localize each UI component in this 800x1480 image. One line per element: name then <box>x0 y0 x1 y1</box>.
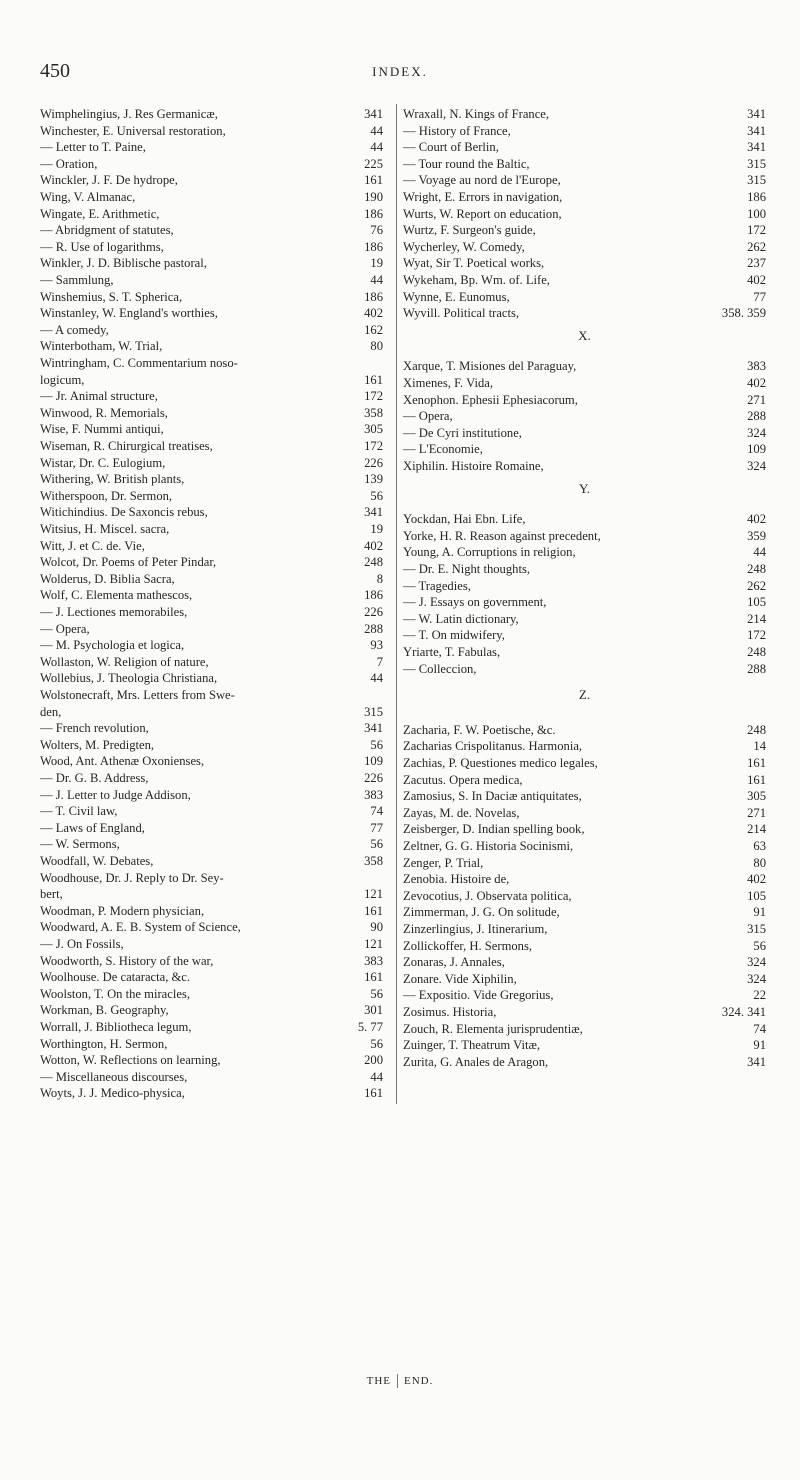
entry-text: — T. On midwifery, <box>403 628 505 643</box>
entry-page: 358 <box>364 405 383 420</box>
entry-text: logicum, <box>40 372 85 387</box>
entry-text: Woodman, P. Modern physician, <box>40 903 205 918</box>
index-entry <box>40 1083 390 1103</box>
entry-text: Wyvill. Political tracts, <box>403 306 520 321</box>
entry-page: 161 <box>364 173 383 188</box>
entry-text: — J. Letter to Judge Addison, <box>40 787 191 802</box>
entry-page: 109 <box>747 442 766 457</box>
entry-text: Zeisberger, D. Indian spelling book, <box>403 822 585 837</box>
end-end: END. <box>404 1374 434 1387</box>
entry-text: Withering, W. British plants, <box>40 472 185 487</box>
entry-page: 14 <box>753 739 766 754</box>
entry-page: 315 <box>747 922 766 936</box>
entry-page: 226 <box>364 455 383 470</box>
entry-page: 383 <box>747 359 766 374</box>
entry-page: 44 <box>753 545 766 560</box>
entry-text: Wiseman, R. Chirurgical treatises, <box>40 439 213 453</box>
page-header <box>40 60 760 92</box>
entry-page: 288 <box>364 621 383 636</box>
entry-page: 341 <box>364 721 383 736</box>
running-head: INDEX. <box>372 64 428 79</box>
entry-text: Zurita, G. Anales de Aragon, <box>403 1054 549 1069</box>
entry-page: 341 <box>747 107 766 121</box>
entry-page: 324. 341 <box>721 1005 766 1019</box>
entry-text: Yockdan, Hai Ebn. Life, <box>403 512 526 527</box>
entry-page: 77 <box>753 289 766 304</box>
entry-page: 248 <box>747 562 766 576</box>
entry-page: 225 <box>364 156 383 171</box>
entry-page: 383 <box>364 953 383 968</box>
entry-page: 324 <box>747 971 766 986</box>
entry-page: 341 <box>364 107 383 121</box>
entry-text: Zacharias Crispolitanus. Harmonia, <box>403 739 583 754</box>
entry-text: Winterbotham, W. Trial, <box>40 339 163 354</box>
entry-page: 200 <box>364 1053 383 1068</box>
entry-text: Winstanley, W. England's worthies, <box>40 306 218 321</box>
entry-text: — Letter to T. Paine, <box>40 140 146 155</box>
entry-text: — Tour round the Baltic, <box>403 156 530 171</box>
entry-page: 237 <box>747 256 766 271</box>
entry-text: Zosimus. Historia, <box>403 1005 497 1019</box>
entry-text: Witherspoon, Dr. Sermon, <box>40 488 173 503</box>
entry-text: Wimphelingius, J. Res Germanicæ, <box>40 107 218 121</box>
index-entry <box>403 1052 766 1072</box>
entry-page: 44 <box>370 140 383 155</box>
entry-page: 402 <box>364 538 383 553</box>
entry-page: 161 <box>364 903 383 918</box>
entry-page: 214 <box>747 611 766 626</box>
entry-text: — French revolution, <box>40 721 149 736</box>
entry-page: 19 <box>370 256 383 271</box>
entry-text: Woodhouse, Dr. J. Reply to Dr. Sey- <box>40 870 224 885</box>
entry-page: 359 <box>747 528 766 543</box>
entry-page: 214 <box>747 822 766 837</box>
entry-page: 402 <box>747 512 766 527</box>
entry-page: 161 <box>747 772 766 787</box>
entry-text: Wise, F. Nummi antiqui, <box>40 422 164 437</box>
entry-page: 341 <box>747 123 766 138</box>
entry-text: bert, <box>40 887 63 902</box>
entry-text: — Opera, <box>403 409 453 424</box>
section-letter: X. <box>578 327 591 343</box>
entry-text: Zonare. Vide Xiphilin, <box>403 971 517 986</box>
entry-page: 315 <box>747 156 766 171</box>
entry-page: 172 <box>747 628 766 643</box>
entry-page: 56 <box>753 938 766 953</box>
entry-page: 358. 359 <box>721 306 766 321</box>
entry-text: — Dr. G. B. Address, <box>40 771 149 785</box>
column-divider <box>396 104 397 1104</box>
entry-text: Zuinger, T. Theatrum Vitæ, <box>403 1038 541 1053</box>
entry-page: 226 <box>364 605 383 619</box>
entry-text: Wistar, Dr. C. Eulogium, <box>40 455 166 470</box>
entry-text: Winchester, E. Universal restoration, <box>40 123 226 138</box>
entry-page: 186 <box>364 588 383 603</box>
entry-page: 248 <box>747 722 766 737</box>
entry-text: Wolters, M. Predigten, <box>40 737 155 752</box>
entry-text: Zouch, R. Elementa jurisprudentiæ, <box>403 1021 583 1036</box>
entry-text: Zonaras, J. Annales, <box>403 955 505 970</box>
entry-page: 315 <box>747 173 766 188</box>
entry-text: Wurts, W. Report on education, <box>403 206 562 221</box>
entry-page: 172 <box>364 389 383 404</box>
entry-page: 248 <box>747 645 766 659</box>
entry-text: — L'Economie, <box>403 442 483 457</box>
entry-text: — Abridgment of statutes, <box>40 223 174 238</box>
entry-page: 105 <box>747 595 766 610</box>
entry-page: 305 <box>747 789 766 804</box>
entry-page: 324 <box>747 459 766 473</box>
entry-page: 305 <box>364 422 383 437</box>
entry-text: — Oration, <box>40 156 98 171</box>
entry-page: 288 <box>747 661 766 676</box>
entry-page: 271 <box>747 805 766 820</box>
entry-text: Wraxall, N. Kings of France, <box>403 107 550 121</box>
entry-text: Wolf, C. Elementa mathescos, <box>40 588 193 603</box>
entry-text: — Voyage au nord de l'Europe, <box>403 173 561 188</box>
entry-text: Workman, B. Geography, <box>40 1003 169 1018</box>
entry-text: — Tragedies, <box>403 578 471 593</box>
entry-page: 7 <box>376 654 383 669</box>
entry-page: 186 <box>364 289 383 304</box>
entry-page: 44 <box>370 273 383 287</box>
entry-page: 341 <box>747 140 766 155</box>
entry-text: Yriarte, T. Fabulas, <box>403 645 501 659</box>
entry-text: Zevocotius, J. Observata politica, <box>403 888 572 903</box>
entry-text: Winkler, J. D. Biblische pastoral, <box>40 256 207 271</box>
entry-text: Wood, Ant. Athenæ Oxonienses, <box>40 754 205 769</box>
entry-page: 402 <box>364 306 383 321</box>
entry-text: Zenger, P. Trial, <box>403 855 484 870</box>
entry-text: — De Cyri institutione, <box>403 425 522 440</box>
entry-page: 315 <box>364 704 383 719</box>
entry-text: Zimmerman, J. G. On solitude, <box>403 905 560 920</box>
entry-text: — A comedy, <box>40 322 109 337</box>
page-number: 450 <box>40 60 70 82</box>
entry-text: — M. Psychologia et logica, <box>40 638 185 653</box>
entry-text: — Dr. E. Night thoughts, <box>403 562 530 576</box>
entry-page: 248 <box>364 555 383 570</box>
entry-page: 172 <box>364 439 383 453</box>
entry-text: Zayas, M. de. Novelas, <box>403 805 520 820</box>
entry-page: 271 <box>747 392 766 407</box>
entry-page: 109 <box>364 754 383 769</box>
entry-text: Zollickoffer, H. Sermons, <box>403 938 533 953</box>
entry-text: Wotton, W. Reflections on learning, <box>40 1053 221 1068</box>
index-columns <box>40 104 766 1104</box>
entry-page: 341 <box>364 505 383 520</box>
entry-page: 161 <box>364 970 383 985</box>
entry-text: Wright, E. Errors in navigation, <box>403 190 563 204</box>
entry-text: Wyat, Sir T. Poetical works, <box>403 256 545 271</box>
entry-page: 76 <box>370 223 383 238</box>
entry-page: 358 <box>364 854 383 868</box>
entry-page: 80 <box>753 855 766 870</box>
entry-page: 90 <box>370 920 383 935</box>
entry-page: 262 <box>747 578 766 593</box>
entry-page: 56 <box>370 837 383 852</box>
entry-text: Woodward, A. E. B. System of Science, <box>40 920 241 935</box>
entry-page: 226 <box>364 771 383 785</box>
entry-text: — R. Use of logarithms, <box>40 239 164 254</box>
entry-page: 383 <box>364 787 383 802</box>
entry-text: — W. Latin dictionary, <box>403 611 519 626</box>
entry-text: — Opera, <box>40 621 90 636</box>
entry-text: Winwood, R. Memorials, <box>40 405 168 420</box>
left-column <box>40 104 390 1104</box>
entry-page: 74 <box>370 804 383 819</box>
entry-text: Winshemius, S. T. Spherica, <box>40 289 183 304</box>
entry-page: 80 <box>370 339 383 354</box>
entry-page: 44 <box>370 123 383 138</box>
entry-page: 262 <box>747 239 766 254</box>
entry-text: Wynne, E. Eunomus, <box>403 289 510 304</box>
entry-text: — Court of Berlin, <box>403 140 499 155</box>
entry-text: Wing, V. Almanac, <box>40 190 136 204</box>
entry-text: Worthington, H. Sermon, <box>40 1036 168 1051</box>
entry-text: Wolcot, Dr. Poems of Peter Pindar, <box>40 555 217 570</box>
entry-page: 105 <box>747 888 766 903</box>
entry-text: Zeltner, G. G. Historia Socinismi, <box>403 839 574 853</box>
entry-text: — History of France, <box>403 123 511 138</box>
entry-text: Witichindius. De Saxoncis rebus, <box>40 505 208 520</box>
entry-page: 44 <box>370 671 383 686</box>
entry-page: 121 <box>364 887 383 902</box>
entry-text: Xarque, T. Misiones del Paraguay, <box>403 359 577 374</box>
entry-page: 139 <box>364 472 383 487</box>
entry-page: 186 <box>747 190 766 204</box>
entry-text: Witsius, H. Miscel. sacra, <box>40 522 170 536</box>
entry-page: 77 <box>370 820 383 835</box>
entry-page: 324 <box>747 425 766 440</box>
index-entry <box>403 303 766 323</box>
entry-text: — T. Civil law, <box>40 804 118 819</box>
entry-text: Winckler, J. F. De hydrope, <box>40 173 178 188</box>
entry-text: Zacharia, F. W. Poetische, &c. <box>403 722 556 737</box>
entry-text: Ximenes, F. Vida, <box>403 376 494 390</box>
entry-text: Wintringham, C. Commentarium noso- <box>40 356 238 370</box>
entry-text: Wykeham, Bp. Wm. of. Life, <box>403 273 550 287</box>
entry-page: 190 <box>364 190 383 204</box>
index-entry <box>403 456 766 476</box>
entry-text: Wollaston, W. Religion of nature, <box>40 654 209 669</box>
entry-page: 44 <box>370 1069 383 1084</box>
entry-text: Wollebius, J. Theologia Christiana, <box>40 671 218 686</box>
entry-page: 186 <box>364 206 383 221</box>
entry-page: 402 <box>747 376 766 390</box>
entry-text: Zinzerlingius, J. Itinerarium, <box>403 922 548 936</box>
entry-text: Woodfall, W. Debates, <box>40 854 154 868</box>
entry-text: Zachias, P. Questiones medico legales, <box>403 756 598 770</box>
entry-text: Xenophon. Ephesii Ephesiacorum, <box>403 392 578 407</box>
entry-page: 56 <box>370 986 383 1001</box>
entry-text: Young, A. Corruptions in religion, <box>403 545 576 560</box>
entry-text: — J. On Fossils, <box>40 937 124 951</box>
entry-page: 402 <box>747 273 766 287</box>
entry-text: — Jr. Animal structure, <box>40 389 158 404</box>
entry-page: 19 <box>370 522 383 536</box>
entry-text: Wolderus, D. Biblia Sacra, <box>40 571 175 586</box>
entry-page: 161 <box>747 756 766 770</box>
entry-text: — Colleccion, <box>403 661 477 676</box>
entry-text: — Laws of England, <box>40 820 145 835</box>
entry-text: den, <box>40 704 62 719</box>
end-the: THE <box>366 1374 392 1387</box>
entry-page: 161 <box>364 372 383 387</box>
entry-text: Zamosius, S. In Daciæ antiquitates, <box>403 789 582 804</box>
entry-text: Worrall, J. Bibliotheca legum, <box>40 1020 192 1034</box>
entry-page: 74 <box>753 1021 766 1036</box>
end-mark <box>0 1374 800 1388</box>
entry-text: Wycherley, W. Comedy, <box>403 239 525 254</box>
entry-page: 63 <box>753 839 766 853</box>
entry-text: Zenobia. Histoire de, <box>403 872 510 887</box>
entry-page: 8 <box>376 571 383 586</box>
section-letter: Z. <box>578 687 591 703</box>
entry-page: 341 <box>747 1054 766 1069</box>
entry-page: 288 <box>747 409 766 424</box>
entry-page: 324 <box>747 955 766 970</box>
entry-text: — W. Sermons, <box>40 837 120 852</box>
entry-page: 56 <box>370 488 383 503</box>
entry-page: 5. 77 <box>357 1020 383 1034</box>
entry-page: 93 <box>370 638 383 653</box>
entry-page: 91 <box>753 905 766 920</box>
entry-text: Woyts, J. J. Medico-physica, <box>40 1086 185 1101</box>
entry-page: 161 <box>364 1086 383 1101</box>
entry-page: 56 <box>370 737 383 752</box>
end-divider <box>397 1374 398 1388</box>
entry-text: Yorke, H. R. Reason against precedent, <box>403 528 601 543</box>
entry-text: — Expositio. Vide Gregorius, <box>403 988 554 1003</box>
entry-text: Woodworth, S. History of the war, <box>40 953 214 968</box>
entry-text: Witt, J. et C. de. Vie, <box>40 538 145 553</box>
entry-page: 162 <box>364 322 383 337</box>
section-letter: Y. <box>579 480 590 496</box>
entry-page: 91 <box>753 1038 766 1053</box>
entry-text: Zacutus. Opera medica, <box>403 772 523 787</box>
entry-page: 186 <box>364 239 383 254</box>
entry-text: Woolhouse. De cataracta, &c. <box>40 970 191 985</box>
entry-page: 121 <box>364 937 383 951</box>
entry-page: 56 <box>370 1036 383 1051</box>
entry-text: Xiphilin. Histoire Romaine, <box>403 459 544 473</box>
entry-page: 301 <box>364 1003 383 1018</box>
entry-page: 100 <box>747 206 766 221</box>
entry-text: Wurtz, F. Surgeon's guide, <box>403 223 536 238</box>
entry-text: Woolston, T. On the miracles, <box>40 986 190 1001</box>
right-column <box>403 104 766 1104</box>
entry-text: — J. Essays on government, <box>403 595 547 610</box>
entry-page: 402 <box>747 872 766 887</box>
entry-page: 172 <box>747 223 766 238</box>
entry-text: — J. Lectiones memorabiles, <box>40 605 188 619</box>
entry-text: — Sammlung, <box>40 273 114 287</box>
entry-text: — Miscellaneous discourses, <box>40 1069 188 1084</box>
entry-text: Wolstonecraft, Mrs. Letters from Swe- <box>40 688 235 702</box>
entry-text: Wingate, E. Arithmetic, <box>40 206 160 221</box>
index-entry <box>403 659 766 679</box>
entry-page: 22 <box>753 988 766 1003</box>
